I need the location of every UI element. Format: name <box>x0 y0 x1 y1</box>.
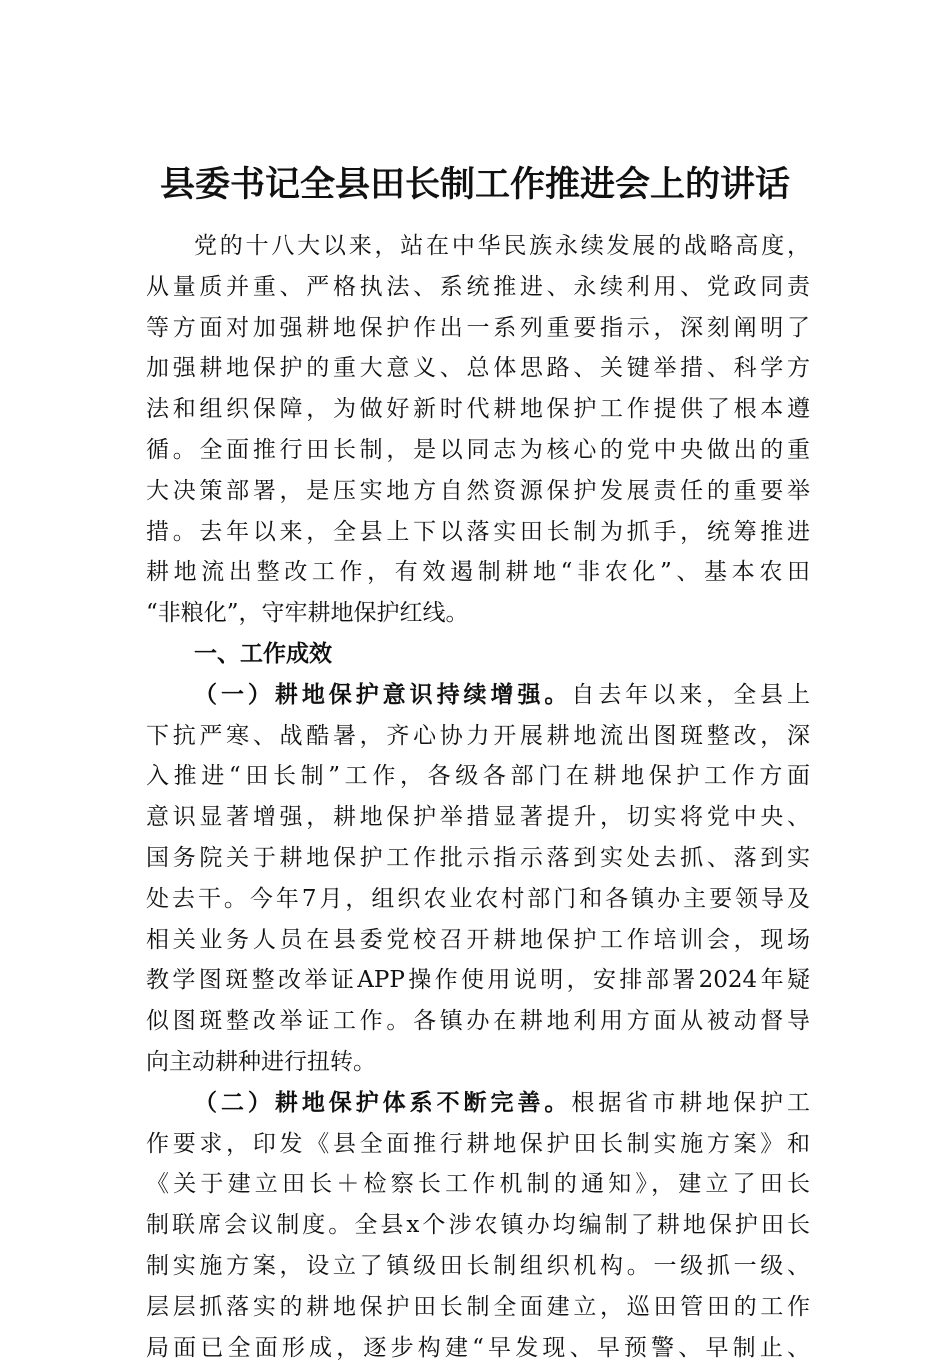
paragraph-line <box>146 1083 810 1124</box>
paragraph-line: 作要求，印发《县全面推行耕地保护田长制实施方案》和 <box>146 1130 810 1157</box>
paragraph-line: 措。去年以来，全县上下以落实田长制为抓手，统筹推进 <box>146 518 810 545</box>
paragraph-line: 意识显著增强，耕地保护举措显著提升，切实将党中央、 <box>146 804 810 831</box>
paragraph-line: 局面已全面形成，逐步构建“早发现、早预警、早制止、 <box>146 1334 810 1361</box>
intro-paragraph <box>146 226 810 634</box>
paragraph-line: 《关于建立田长＋检察长工作机制的通知》，建立了田长 <box>146 1171 810 1198</box>
paragraph-line: 法和组织保障，为做好新时代耕地保护工作提供了根本遵 <box>146 396 810 423</box>
paragraph-line: 循。全面推行田长制，是以同志为核心的党中央做出的重 <box>146 436 810 463</box>
paragraph-line: 党的十八大以来，站在中华民族永续发展的战略高度， <box>194 233 810 259</box>
subsection-1-first-rest: 自去年以来，全县上 <box>571 681 811 708</box>
paragraph-line: 入推进“田长制”工作，各级各部门在耕地保护工作方面 <box>146 763 810 790</box>
document-body <box>146 226 810 1368</box>
document-title: 县委书记全县田长制工作推进会上的讲话 <box>159 164 790 205</box>
paragraph-line: 似图斑整改举证工作。各镇办在耕地利用方面从被动督导 <box>146 1008 810 1035</box>
paragraph-line: “非粮化”，守牢耕地保护红线。 <box>146 600 469 627</box>
subsection-1-paragraph <box>146 675 810 1083</box>
paragraph-line <box>146 675 810 716</box>
paragraph-line: 制实施方案，设立了镇级田长制组织机构。一级抓一级、 <box>146 1252 810 1279</box>
subsection-2-paragraph <box>146 1083 810 1368</box>
paragraph-line: 层层抓落实的耕地保护田长制全面建立，巡田管田的工作 <box>146 1293 810 1320</box>
subsection-2-first-rest: 根据省市耕地保护工 <box>571 1089 811 1116</box>
subsection-1-lead: （一）耕地保护意识持续增强。 <box>194 680 572 708</box>
paragraph-line: 从量质并重、严格执法、系统推进、永续利用、党政同责 <box>146 273 810 300</box>
paragraph-line: 加强耕地保护的重大意义、总体思路、关键举措、科学方 <box>146 355 810 382</box>
paragraph-line: 向主动耕种进行扭转。 <box>146 1048 376 1075</box>
paragraph-line: 等方面对加强耕地保护作出一系列重要指示，深刻阐明了 <box>146 314 810 341</box>
paragraph-line: 教学图斑整改举证APP操作使用说明，安排部署2024年疑 <box>146 967 810 994</box>
paragraph-line: 处去干。今年7月，组织农业农村部门和各镇办主要领导及 <box>146 885 810 912</box>
section-heading: 一、工作成效 <box>194 640 332 667</box>
paragraph-line: 下抗严寒、战酷暑，齐心协力开展耕地流出图斑整改，深 <box>146 722 810 749</box>
paragraph-line: 相关业务人员在县委党校召开耕地保护工作培训会，现场 <box>146 926 810 953</box>
paragraph-line: 国务院关于耕地保护工作批示指示落到实处去抓、落到实 <box>146 844 810 871</box>
paragraph-line: 耕地流出整改工作，有效遏制耕地“非农化”、基本农田 <box>146 559 810 586</box>
paragraph-line: 制联席会议制度。全县x个涉农镇办均编制了耕地保护田长 <box>146 1212 810 1239</box>
paragraph-line: 大决策部署，是压实地方自然资源保护发展责任的重要举 <box>146 477 810 504</box>
subsection-2-lead: （二）耕地保护体系不断完善。 <box>194 1088 572 1116</box>
